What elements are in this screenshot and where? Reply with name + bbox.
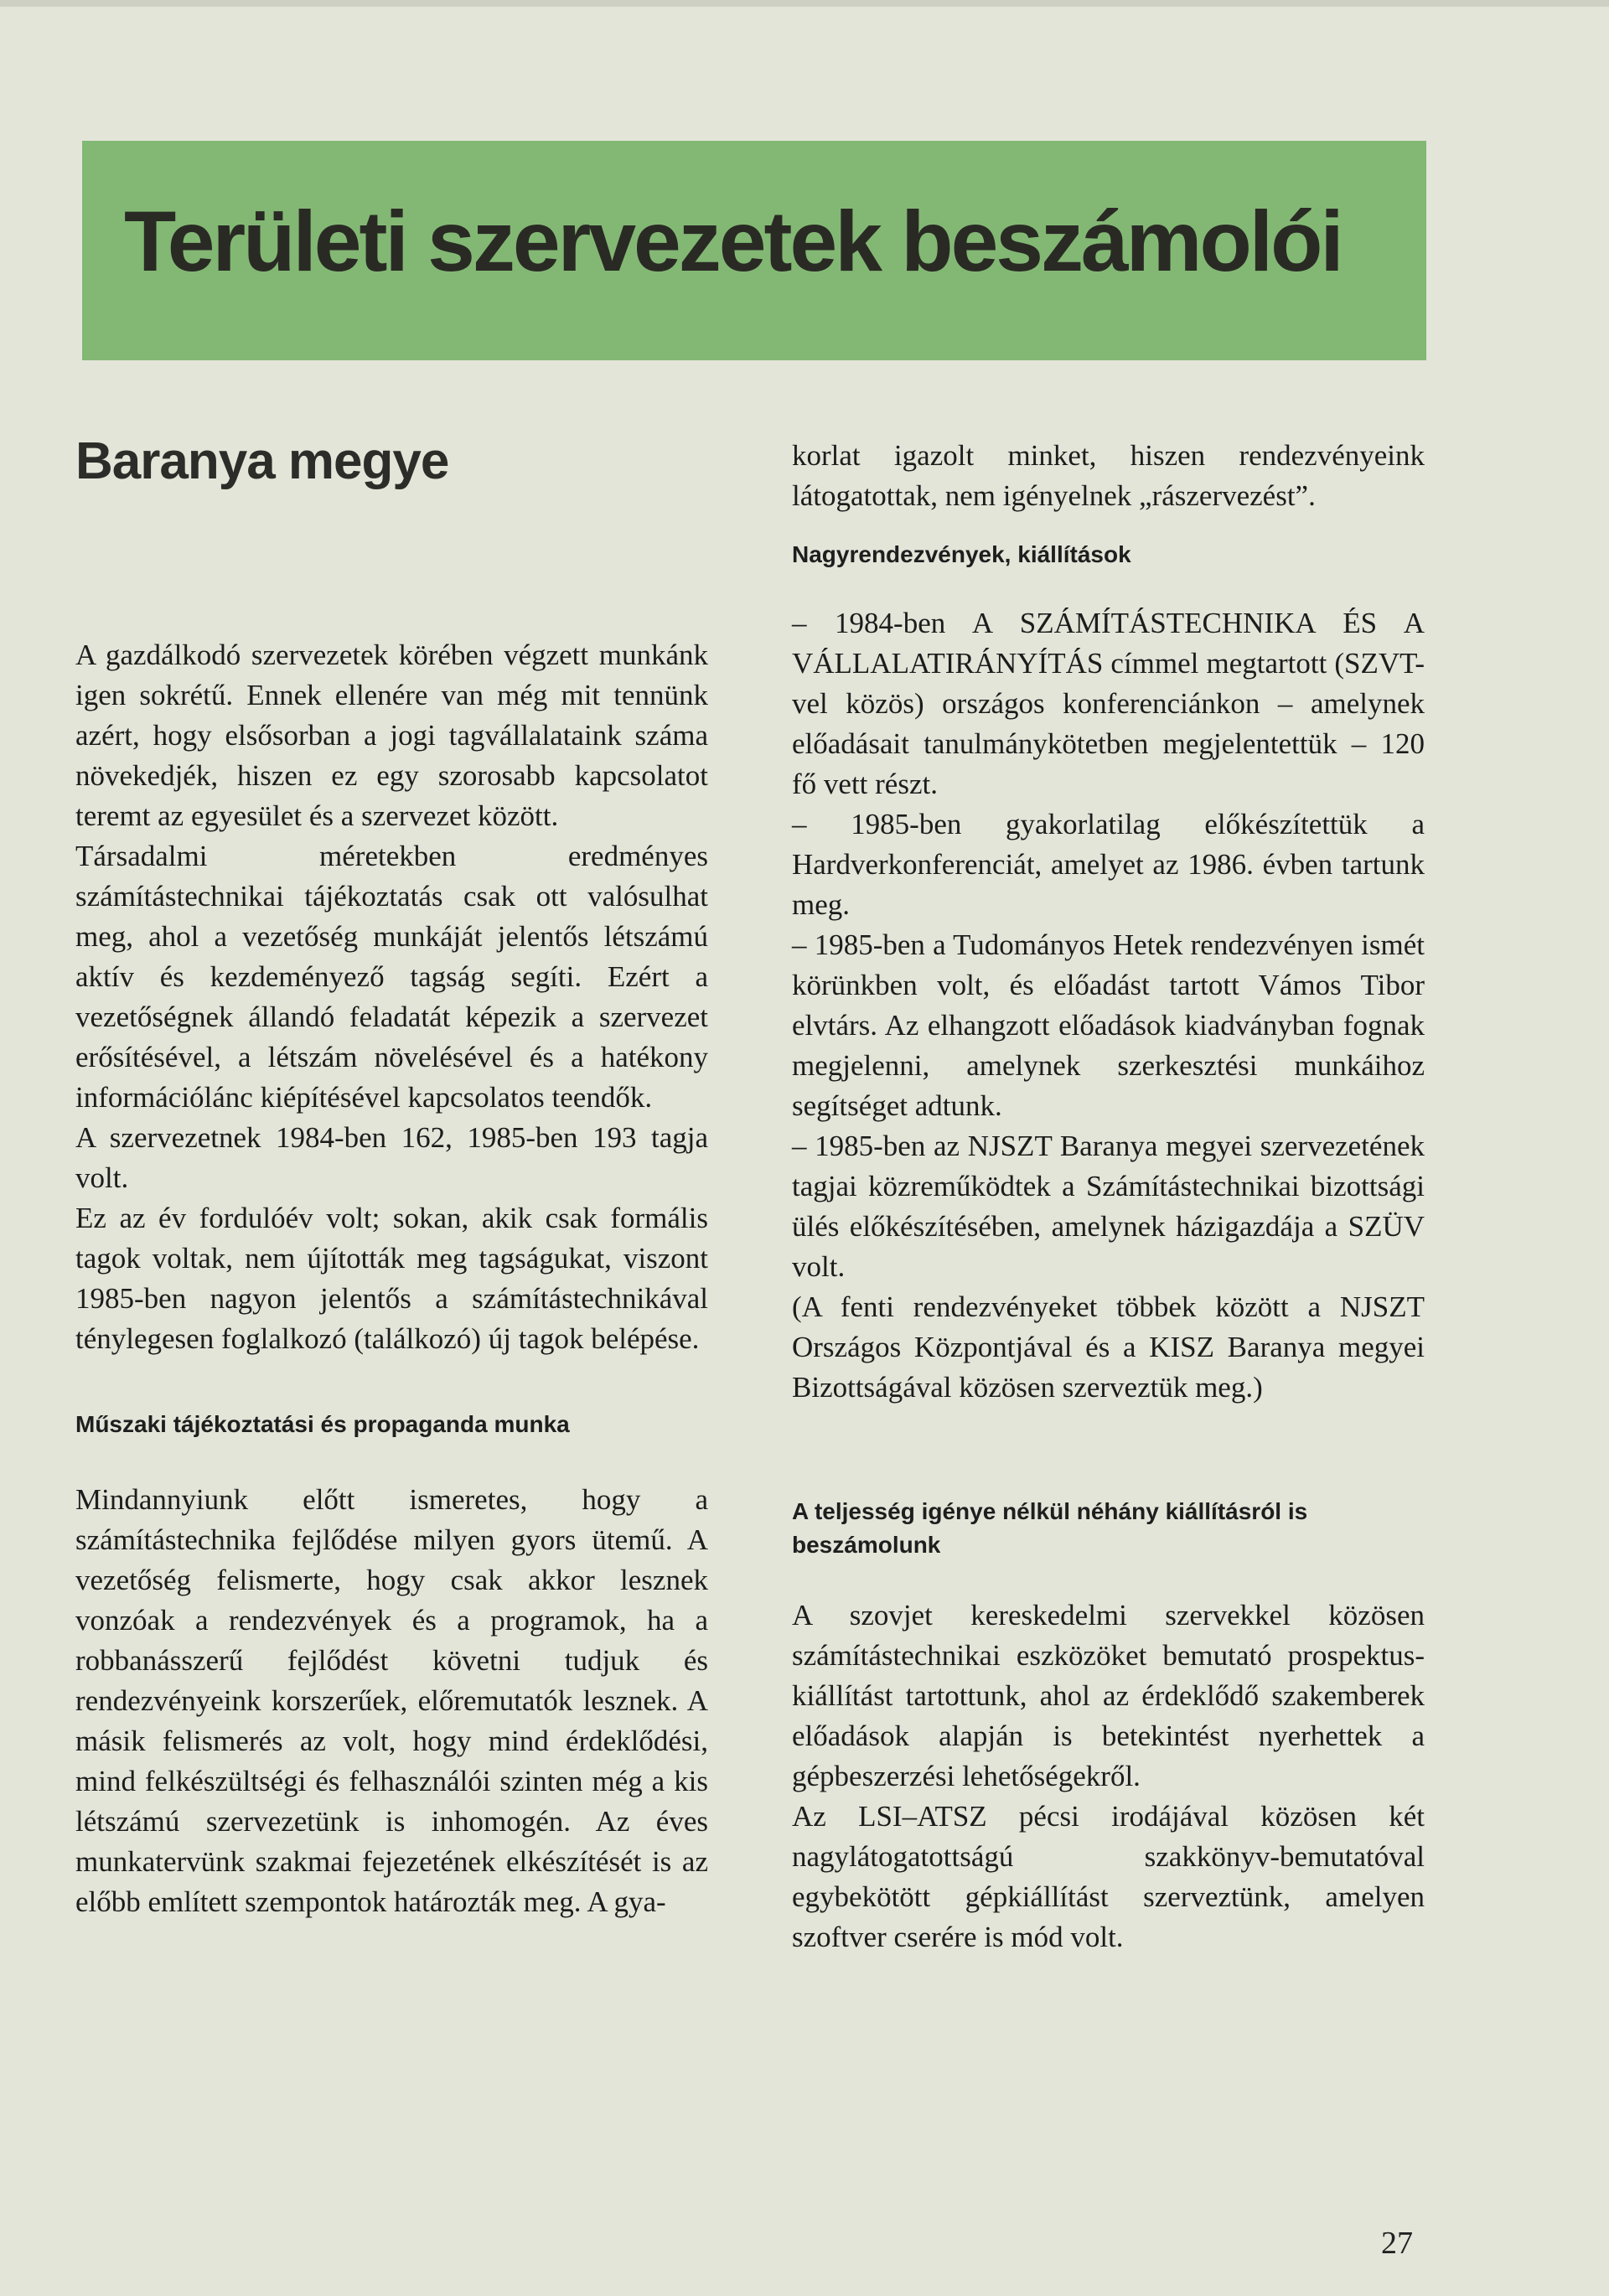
subheading-events: Nagyrendezvények, kiállítások (792, 541, 1131, 567)
subheading-exhibitions: A teljesség igénye nélkül néhány kiállításról is beszámolunk (792, 1498, 1308, 1558)
right-paragraph-8: Az LSI–ATSZ pécsi irodájával közösen két nagylátogatottságú szakkönyv-bemutatóval egybekötött gépkiállítást szerveztünk, amelyen szoftver cserére is mód volt. (792, 1800, 1425, 1953)
left-paragraph-3: A szervezetnek 1984-ben 162, 1985-ben 193 tagja volt. (75, 1121, 708, 1194)
right-column (792, 436, 1425, 1957)
right-paragraph-1: korlat igazolt minket, hiszen rendezvényeink látogatottak, nem igényelnek „rászervezést”. (792, 439, 1425, 512)
right-paragraph-7: A szovjet kereskedelmi szervekkel közösen számítástechnikai eszközöket bemutató prospektus-kiállítást tartottunk, ahol az érdeklődő szakemberek előadások alapján is betekintést nyerhettek a gépbeszerzési lehetőségekről. (792, 1599, 1425, 1792)
left-paragraph-1: A gazdálkodó szervezetek körében végzett munkánk igen sokrétű. Ennek ellenére van még mit tennünk azért, hogy elsősorban a jogi tagvállalataink száma növekedjék, hiszen ez egy szorosabb kapcsolatot teremt az egyesület és a szervezet között. (75, 639, 708, 832)
left-column (75, 432, 708, 1922)
left-paragraph-4: Ez az év fordulóév volt; sokan, akik csak formális tagok voltak, nem újították meg tagságukat, viszont 1985-ben nagyon jelentős a számítástechnikával ténylegesen foglalkozó (találkozó) új tagok belépése. (75, 1202, 708, 1355)
right-paragraph-5: – 1985-ben az NJSZT Baranya megyei szervezetének tagjai közreműködtek a Számítástechnikai bizottsági ülés előkészítésében, amelynek házigazdája a SZÜV volt. (792, 1130, 1425, 1283)
section-title: Baranya megye (75, 432, 449, 490)
right-paragraph-3: – 1985-ben gyakorlatilag előkészítettük a Hardverkonferenciát, amelyet az 1986. évben tartunk meg. (792, 808, 1425, 921)
subheading-technical-info: Műszaki tájékoztatási és propaganda munka (75, 1411, 570, 1437)
right-paragraph-6: (A fenti rendezvényeket többek között a NJSZT Országos Központjával és a KISZ Baranya megyei Bizottságával közösen szerveztük meg.) (792, 1290, 1425, 1404)
page-title: Területi szervezetek beszámolói (124, 194, 1342, 289)
left-paragraph-2: Társadalmi méretekben eredményes számítástechnikai tájékoztatás csak ott valósulhat meg, ahol a vezetőség munkáját jelentős létszámú aktív és kezdeményező tagság segíti. Ezért a vezetőségnek állandó feladatát képezik a szervezet erősítésével, a létszám növelésével és a hatékony információlánc kiépítésével kapcsolatos teendők. (75, 840, 708, 1114)
page-top-edge (0, 0, 1609, 7)
page-number: 27 (1381, 2226, 1413, 2261)
right-paragraph-2: – 1984-ben A SZÁMÍTÁSTECHNIKA ÉS A VÁLLALATIRÁNYÍTÁS címmel megtartott (SZVT-vel közös) országos konferenciánkon – amelynek előadásait tanulmánykötetben megjelentettük – 120 fő vett részt. (792, 607, 1425, 800)
right-paragraph-4: – 1985-ben a Tudományos Hetek rendezvényen ismét körünkben volt, és előadást tartott Vámos Tibor elvtárs. Az elhangzott előadások kiadványban fognak megjelenni, amelynek szerkesztési munkáihoz segítséget adtunk. (792, 928, 1425, 1122)
left-paragraph-5: Mindannyiunk előtt ismeretes, hogy a számítástechnika fejlődése milyen gyors ütemű. A vezetőség felismerte, hogy csak akkor lesznek vonzóak a rendezvények és a programok, ha a robbanásszerű fejlődést követni tudjuk és rendezvényeink korszerűek, előremutatók lesznek. A másik felismerés az volt, hogy mind érdeklődési, mind felkészültségi és felhasználói szinten még a kis létszámú szervezetünk is inhomogén. Az éves munkatervünk szakmai fejezetének elkészítését is az előbb említett szempontok határozták meg. A gya- (75, 1483, 708, 1918)
